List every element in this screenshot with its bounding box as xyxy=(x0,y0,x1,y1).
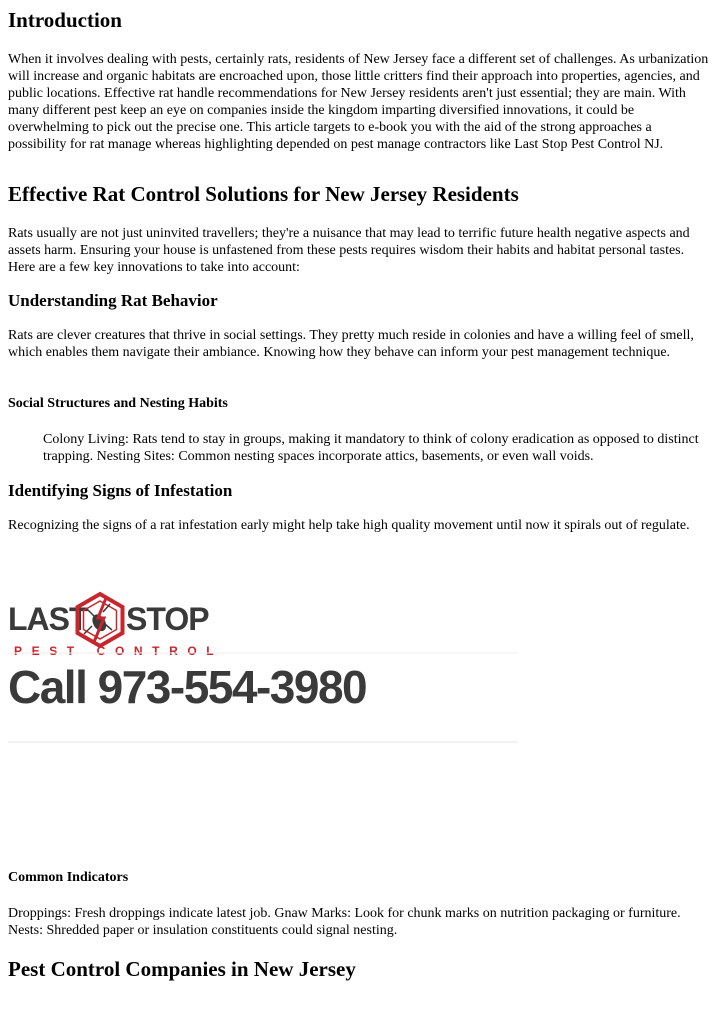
paragraph-effective-rat-control: Rats usually are not just uninvited travellers; they're a nuisance that may lead to terrific future health negative aspects and assets harm. Ensuring your house is unfastened from these pests requires wisdom their habits and habitat personal tastes. Here are a few key innovations to take into account: xyxy=(8,226,690,275)
heading-identifying-signs: Identifying Signs of Infestation xyxy=(8,481,233,500)
logo-word-last: LAST xyxy=(8,601,88,637)
call-phone-text: Call 973-554-3980 xyxy=(8,661,367,713)
paragraph-introduction: When it involves dealing with pests, certainly rats, residents of New Jersey face a different set of challenges. As urbanization will increase and organic habitats are encroached upon, those little critters find their approach into properties, agencies, and public locations. Effective rat handle recommendations for New Jersey residents aren't just essential; they are main. With many different pest keep an eye on companies inside the kingdom imparting diversified innovations, it could be overwhelming to pick out the precise one. This article targets to e-book you with the aid of the strong approaches a possibility for rat manage whereas highlighting depended on pest manage contractors like Last Stop Pest Control NJ. xyxy=(8,52,709,152)
hexagon-rat-icon xyxy=(78,594,123,646)
list-social-structures: Colony Living: Rats tend to stay in groups, making it mandatory to think of colony eradication as opposed to distinct trapping. Nesting Sites: Common nesting spaces incorporate attics, basements, or even wall voids. xyxy=(43,432,699,464)
heading-effective-rat-control: Effective Rat Control Solutions for New Jersey Residents xyxy=(8,182,519,206)
paragraph-identifying-signs: Recognizing the signs of a rat infestation early might help take high quality movement until now it spirals out of regulate. xyxy=(8,518,690,533)
heading-common-indicators: Common Indicators xyxy=(8,870,129,885)
logo-tagline: PEST CONTROL xyxy=(14,644,224,658)
paragraph-understanding-rat-behavior: Rats are clever creatures that thrive in social settings. They pretty much reside in colonies and have a willing feel of smell, which enables them navigate their ambiance. Knowing how they behave can inform your pest management technique. xyxy=(8,328,694,360)
heading-introduction: Introduction xyxy=(8,8,122,32)
heading-pest-control-companies: Pest Control Companies in New Jersey xyxy=(8,957,356,981)
heading-social-structures: Social Structures and Nesting Habits xyxy=(8,396,228,411)
paragraph-common-indicators: Droppings: Fresh droppings indicate latest job. Gnaw Marks: Look for chunk marks on nutrition packaging or furniture. Nests: Shredded paper or insulation constituents could signal nesting. xyxy=(8,906,681,938)
last-stop-ad-banner[interactable] xyxy=(8,582,518,747)
logo-word-stop: STOP xyxy=(126,601,209,637)
heading-understanding-rat-behavior: Understanding Rat Behavior xyxy=(8,291,218,310)
